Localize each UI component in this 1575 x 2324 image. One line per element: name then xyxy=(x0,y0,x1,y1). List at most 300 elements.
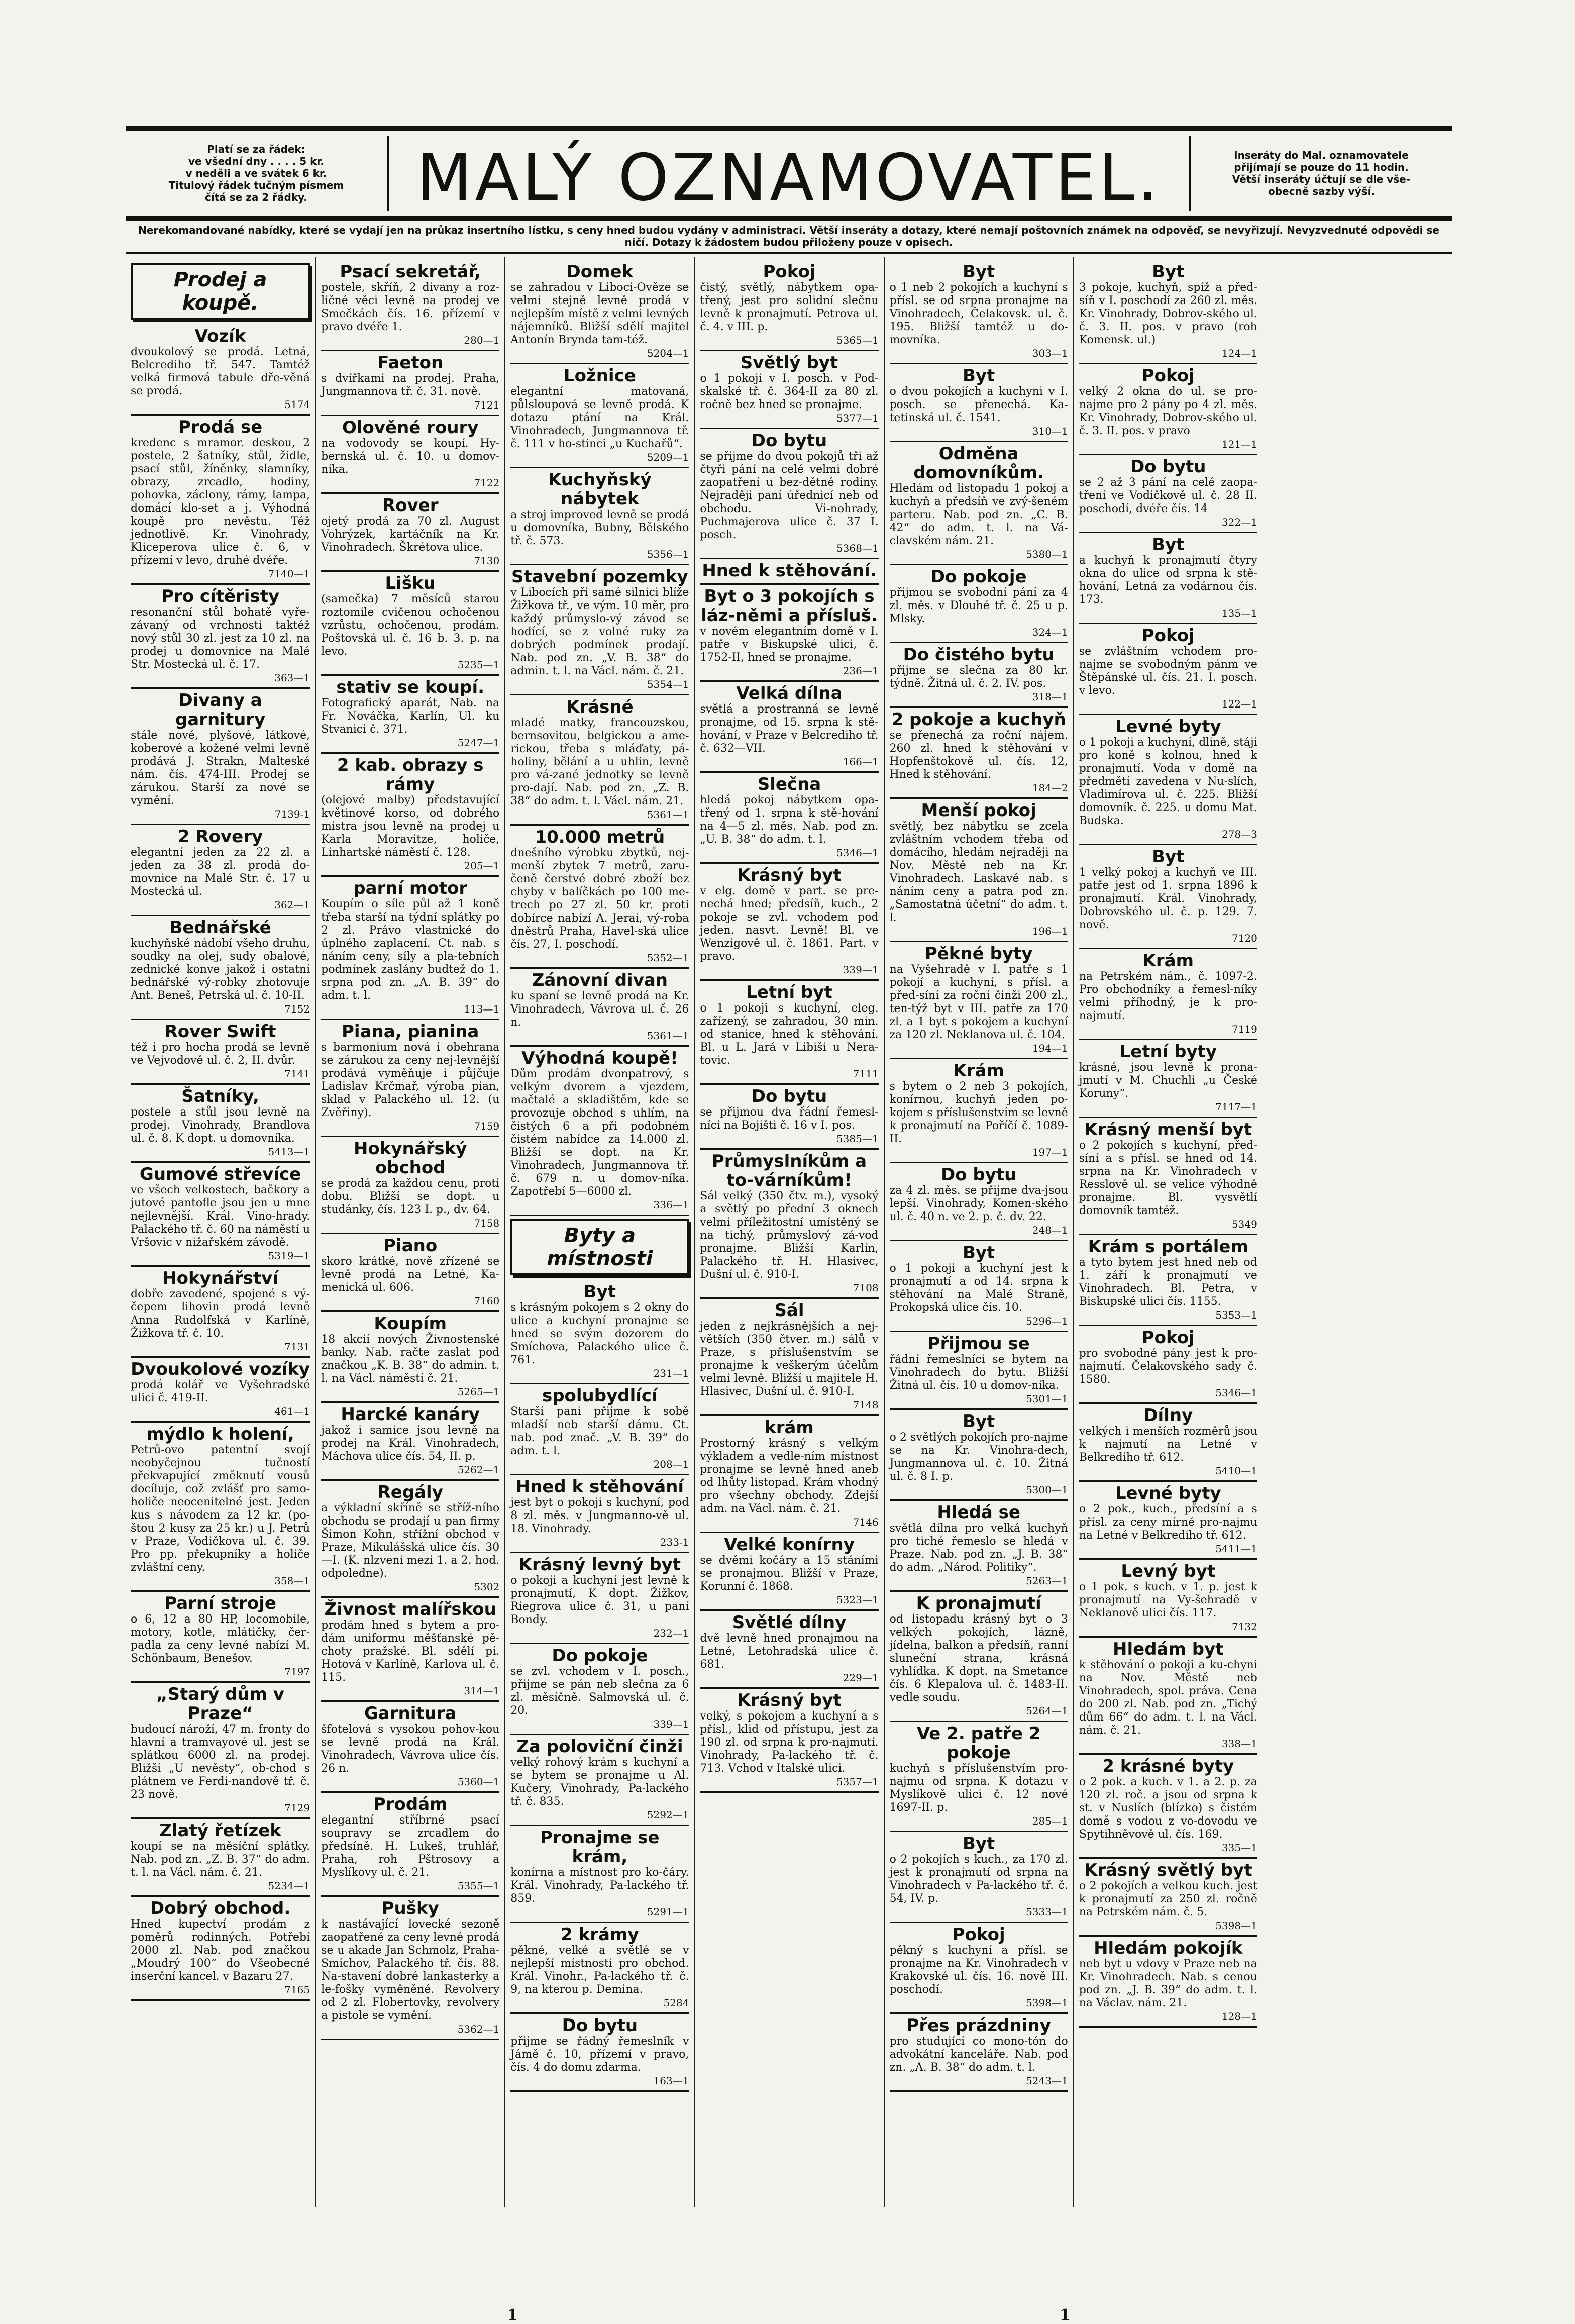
ad-number: 197—1 xyxy=(1032,1146,1068,1158)
classified-ad xyxy=(131,1085,310,1163)
ad-headline: Pronajme se krám, xyxy=(540,1828,660,1867)
ad-body: budoucí nároží, 47 m. fronty do hlavní a tramvayové ul. jest se splátkou 6000 zl. na prodej. Bližší „U nevěsty“, ob-chod s plátnem ve Ferdi-nandově tř. č. 23 nově. xyxy=(131,1723,310,1801)
ad-number: 7148 xyxy=(853,1399,879,1411)
classified-ad xyxy=(890,1241,1068,1332)
ad-headline: Za poloviční činži xyxy=(516,1737,683,1757)
ad-body: přijme se řádný řemeslník v Jámě č. 10, přízemí v pravo, čís. 4 do domu zdarma. xyxy=(510,2035,689,2074)
ad-headline: Kuchyňský nábytek xyxy=(548,470,652,509)
ad-headline: Dobrý obchod. xyxy=(150,1898,291,1918)
ad-headline: Krám xyxy=(953,1061,1004,1081)
ad-body: se zvl. vchodem v I. posch., přijme se pán neb slečna za 6 zl. měsíčně. Salmovská ul. č. 20. xyxy=(510,1665,689,1717)
ad-headline: Slečna xyxy=(757,774,821,794)
ad-body: se přenechá za roční nájem. 260 zl. hned k stěhování v Hopfenštokově ul. čís. 12, Hned k stěhování. xyxy=(889,729,1068,781)
ad-headline: Hokynářský obchod xyxy=(353,1139,467,1178)
ad-body: o 1 neb 2 pokojích a kuchyní s přísl. se od srpna pronajme na Vinohradech, Čelakovsk. ul. č. 195. Bližší tamtéž u do-movníka. xyxy=(889,281,1068,346)
ad-body: se přijme do dvou pokojů tři až čtyři pání na celé velmi dobré zaopatření u bez-dětné rodiny. Nejraději paní úřednicí neb od obchodu. Vi-nohrady, Puchmajerova ulice č. 37 I. posch. xyxy=(700,450,879,541)
ad-number: 5357—1 xyxy=(836,1776,879,1788)
classified-ad xyxy=(131,416,310,585)
ad-number: 7119 xyxy=(1231,1023,1257,1035)
ad-body: Koupím o síle půl až 1 koně třeba starší na týdní splátky po 2 zl. Právo vlastnické do úplného zaplacení. Ct. nab. s náním ceny, síly a pla-tebních podmínek zaslány budtež do 1. srpna pod zn. „A. B. 39“ do adm. t. l. xyxy=(321,898,500,1002)
ad-column xyxy=(504,257,694,2207)
classified-ad xyxy=(1079,364,1257,455)
ad-number: 5365—1 xyxy=(836,334,879,346)
classified-ad xyxy=(890,1722,1068,1832)
classified-ad xyxy=(890,442,1068,565)
ad-number: 318—1 xyxy=(1032,691,1068,703)
ad-headline: Rover xyxy=(382,495,439,516)
ad-number: 121—1 xyxy=(1221,438,1257,450)
ad-headline: Velké konírny xyxy=(724,1535,855,1555)
ad-body: s krásným pokojem s 2 okny do ulice a kuchyní pronajme se hned se svým dozorem do Smíchova, Palackého ulice č. 761. xyxy=(510,1301,689,1366)
ad-body: s bytem o 2 neb 3 pokojích, konírnou, kuchyň jeden po-kojem s příslušenstvím se levně k pronajmutí na Poříčí č. 1089-II. xyxy=(889,1080,1068,1145)
ad-number: 5398—1 xyxy=(1215,1919,1257,1932)
ad-number: 285—1 xyxy=(1032,1815,1068,1827)
ad-headline: Šatníky, xyxy=(181,1086,259,1106)
ad-headline: Parní stroje xyxy=(164,1593,276,1613)
ad-number: 5385—1 xyxy=(836,1133,879,1145)
info-line: Inseráty do Mal. oznamovatele xyxy=(1234,149,1409,161)
classified-ad xyxy=(510,468,689,565)
classified-ad xyxy=(510,1384,689,1475)
classified-ad xyxy=(321,1481,499,1598)
ad-headline: Byt xyxy=(583,1282,616,1302)
ad-body: (samečka) 7 měsíců starou roztomile cvičenou ochočenou vzrůstu, ochočenou, prodám. Poštovská ul. č. 16 b. 3. p. na levo. xyxy=(321,593,500,658)
ad-body: ve všech velkostech, bačkory a jutové pantofle jsou jen u mne nejlevnější. Král. Vino-hrady. Palackého tř. č. 60 na náměstí u Vršovic v nižařském závodě. xyxy=(131,1184,310,1249)
classified-ad xyxy=(510,1923,689,2014)
ad-body: kuchyňské nádobí všeho druhu, soudky na olej, sudy obalové, zednické konve jakož i ostatní bednářské vý-robky zhotovuje Ant. Beneš, Petrská ul. č. 10-II. xyxy=(131,937,310,1002)
ad-number: 166—1 xyxy=(843,756,879,768)
ad-headline: Piana, pianina xyxy=(342,1022,479,1042)
classified-ad xyxy=(510,826,689,969)
ad-number: 5353—1 xyxy=(1215,1309,1257,1321)
classified-ad xyxy=(700,559,878,585)
ad-headline: Hned k stěhování. xyxy=(702,561,877,581)
ad-number: 5174 xyxy=(284,398,310,411)
ad-body: čistý, světlý, nábytkem opa-třený, jest pro solidní slečnu levně k pronajmutí. Petrova ul. č. 4. v III. p. xyxy=(700,281,879,333)
ad-number: 5346—1 xyxy=(836,847,879,859)
info-line: obecně sazby výší. xyxy=(1268,185,1375,197)
ad-body: Sál velký (350 čtv. m.), vysoký a světlý po přední 3 oknech velmi příležitostní umístěný se na tichý, průmyslový zá-vod pronajme. Bližší Karlín, Palackého tř. H. Hlasivec, Dušní ul. č. 910-I. xyxy=(700,1190,879,1281)
ad-headline: Prodám xyxy=(373,1794,448,1814)
ad-number: 7111 xyxy=(853,1068,879,1080)
ad-headline: Pokoj xyxy=(763,262,816,282)
ad-body: pro svobodné pány jest k pro-najmutí. Čelakovského sady č. 1580. xyxy=(1079,1347,1257,1386)
classified-ad xyxy=(131,1163,310,1267)
classified-ad xyxy=(510,1475,689,1553)
ad-number: 5411—1 xyxy=(1215,1543,1257,1555)
ad-number: 231—1 xyxy=(653,1367,689,1379)
page xyxy=(126,126,1452,254)
ad-body: prodám hned s bytem a pro-dám uniformu měšťanské pě-choty pražské. Bl. sdělí pí. Hotová v Karlíně, Karlova ul. č. 115. xyxy=(321,1619,500,1684)
ad-number: 124—1 xyxy=(1221,347,1257,359)
classified-ad xyxy=(321,416,499,494)
section-heading-sale xyxy=(131,263,310,320)
ad-body: se přijmou dva řádní řemesl-níci na Bojišti č. 16 v I. pos. xyxy=(700,1106,879,1132)
classified-ad xyxy=(321,260,499,351)
ad-headline: Světlý byt xyxy=(740,353,838,373)
ad-headline: Zlatý řetízek xyxy=(159,1821,281,1841)
footer-mark: 1 xyxy=(1060,2306,1070,2324)
ad-headline: Rover Swift xyxy=(164,1022,276,1042)
classified-ad xyxy=(700,260,878,351)
classified-ad xyxy=(1079,1482,1257,1560)
classified-ad xyxy=(510,565,689,695)
ad-headline: 2 pokoje a kuchyň xyxy=(891,710,1066,730)
ad-body: o 2 pokojích a velkou kuch. jest k pronajmutí za 250 zl. ročně na Petrském nám. č. 5. xyxy=(1079,1880,1257,1918)
classified-ad xyxy=(1079,1859,1257,1937)
ad-body: ku spaní se levně prodá na Kr. Vinohradech, Vávrova ul. č. 26 n. xyxy=(510,990,689,1029)
ad-number: 7131 xyxy=(284,1341,310,1353)
ad-body: pěkné, velké a světlé se v nejlepší místnosti pro obchod. Král. Vinohr., Pa-lackého tř. č. 9, na kterou p. Demina. xyxy=(510,1944,689,1996)
ad-number: 5291—1 xyxy=(647,1906,689,1918)
ad-number: 322—1 xyxy=(1221,516,1257,528)
classified-ad xyxy=(890,942,1068,1059)
ad-headline: Regály xyxy=(377,1482,443,1502)
ad-number: 248—1 xyxy=(1032,1224,1068,1236)
ad-number: 5204—1 xyxy=(647,347,689,359)
ad-body: skoro krátké, nově zřízené se levně prodá na Letné, Ka-menická ul. 606. xyxy=(321,1255,500,1294)
ad-number: 278—3 xyxy=(1221,828,1257,840)
price-line: čítá se za 2 řádky. xyxy=(205,191,307,204)
ad-number: 7160 xyxy=(474,1295,500,1307)
price-line: v neděli a ve svátek 6 kr. xyxy=(185,167,327,179)
ad-number: 7130 xyxy=(474,555,500,567)
ad-number: 310—1 xyxy=(1032,425,1068,437)
ad-number: 7122 xyxy=(474,477,500,489)
ad-number: 362—1 xyxy=(274,899,310,911)
ad-headline: Domek xyxy=(566,262,634,282)
ad-headline: Stavební pozemky xyxy=(511,567,688,587)
price-line: Titulový řádek tučným písmem xyxy=(168,179,344,191)
classified-ad xyxy=(510,1644,689,1735)
ad-body: neb byt u vdovy v Praze neb na Kr. Vinohradech. Nab. s cenou pod zn. „J. B. 39“ do adm. t. l. na Václav. nám. 21. xyxy=(1079,1958,1257,2009)
classified-ad xyxy=(1079,1326,1257,1404)
ad-number: 336—1 xyxy=(653,1199,689,1211)
ad-number: 5302 xyxy=(474,1581,500,1593)
ad-number: 5264—1 xyxy=(1026,1705,1068,1717)
ad-body: šfotelová s vysokou pohov-kou se levně prodá na Král. Vinohradech, Vávrova ulice čís. 26 n. xyxy=(321,1723,500,1775)
classified-ad xyxy=(890,799,1068,942)
ad-body: Dům prodám dvonpatrový, s velkým dvorem a vjezdem, mačtalé a skladištěm, kde se provozuje obchod s uhlím, na čistých 6 a při podobném čistém nabídce za 14.000 zl. Bližší se dopt. na Kr. Vinohradech, Jungmannova tř. č. 679 n. u domov-níka. Zapotřebí 5—6000 zl. xyxy=(510,1068,689,1198)
ad-headline: Sál xyxy=(774,1300,804,1321)
ad-number: 363—1 xyxy=(274,672,310,684)
ad-number: 5234—1 xyxy=(268,1880,310,1892)
ad-number: 5354—1 xyxy=(647,678,689,690)
ad-number: 5362—1 xyxy=(457,2023,500,2035)
classified-ad xyxy=(1079,1560,1257,1638)
classified-ad xyxy=(700,1150,878,1299)
classified-ad xyxy=(321,1234,499,1312)
ad-number: 5301—1 xyxy=(1026,1393,1068,1405)
ad-body: pro studující co mono-tón do advokátní kanceláře. Nab. pod zn. „A. B. 38“ do adm. t. l. xyxy=(889,2035,1068,2074)
ad-headline: Ve 2. patře 2 pokoje xyxy=(916,1724,1041,1763)
classified-ad xyxy=(321,1020,499,1137)
classified-ad xyxy=(700,585,878,682)
ad-headline: Dílny xyxy=(1143,1405,1193,1426)
ad-number: 5398—1 xyxy=(1026,1997,1068,2009)
classified-ad xyxy=(890,1592,1068,1722)
ad-number: 7146 xyxy=(853,1516,879,1528)
ad-body: prodá kolář ve Vyšehradské ulici č. 419-II. xyxy=(131,1379,310,1404)
ad-number: 5346—1 xyxy=(1215,1387,1257,1399)
ad-number: 7197 xyxy=(284,1666,310,1678)
ad-headline: Výhodná koupě! xyxy=(521,1048,678,1068)
ad-headline: Byt o 3 pokojích s láz-němi a přísluš. xyxy=(701,586,878,626)
classified-ad xyxy=(510,695,689,826)
ad-headline: Faeton xyxy=(377,353,444,373)
ad-headline: Do čistého bytu xyxy=(903,645,1055,665)
ad-headline: Olověné roury xyxy=(342,418,479,438)
ad-headline: Pušky xyxy=(381,1898,439,1918)
ad-body: dobře zavedené, spojené s vý-čepem lihovin prodá levně Anna Rudolfská v Karlíně, Žižkova tř. č. 10. xyxy=(131,1288,310,1340)
classified-ad xyxy=(1079,949,1257,1040)
ad-body: jakož i samice jsou levně na prodej na Král. Vinohradech, Máchova ulice čís. 54, II. p. xyxy=(321,1424,500,1463)
ad-number: 7141 xyxy=(284,1068,310,1080)
ad-body: pěkný s kuchyní a přísl. se pronajme na Kr. Vinohradech v Krakovské ul. čís. 16. nově III. poschodí. xyxy=(889,1944,1068,1996)
ad-number: 5300—1 xyxy=(1026,1484,1068,1496)
ad-body: velký 2 okna do ul. se pro-najme pro 2 pány po 4 zl. měs. Kr. Vinohrady, Dobrov-ského ul. č. 3. II. pos. v pravo xyxy=(1079,385,1257,437)
ad-number: 5209—1 xyxy=(647,451,689,463)
classified-ad xyxy=(510,364,689,468)
ad-headline: Do bytu xyxy=(562,2015,638,2036)
ad-headline: Piano xyxy=(383,1236,438,1256)
ad-headline: Harcké kanáry xyxy=(341,1404,480,1425)
ad-body: o 2 pok., kuch., předsíní a s přísl. za ceny mírné pro-najmu na Letné v Belkrediho tř. 612. xyxy=(1079,1503,1257,1542)
ad-body: o dvou pokojích a kuchyni v I. posch. se přenechá. Ka-tetinská ul. č. 1541. xyxy=(889,385,1068,424)
ad-number: 135—1 xyxy=(1221,607,1257,619)
ad-headline: Gumové střevíce xyxy=(139,1164,301,1184)
ad-body: jest byt o pokoji s kuchyní, pod 8 zl. měs. v Jungmanno-vě ul. 18. Vinohrady. xyxy=(510,1496,689,1535)
classified-ad xyxy=(890,1501,1068,1592)
ad-body: o 2 pokojích s kuch., za 170 zl. jest k pronajmutí od srpna na Vinohradech v Pa-lackého tř. č. 54, IV. p. xyxy=(889,1853,1068,1905)
ad-headline: 2 kab. obrazy s rámy xyxy=(337,755,484,794)
ad-number: 7120 xyxy=(1231,932,1257,944)
classified-ad xyxy=(890,1332,1068,1410)
classified-ad xyxy=(700,1085,878,1150)
ad-body: 1 velký pokoj a kuchyň ve III. patře jest od 1. srpna 1896 k pronajmutí. Král. Vinohrady, Dobrovského ul. č. p. 129. 7. nově. xyxy=(1079,866,1257,931)
ad-body: kredenc s mramor. deskou, 2 postele, 2 šatníky, stůl, židle, psací stůl, žíněnky, slamníky, obrazy, zrcadlo, hodiny, pohovka, záclony, rámy, lampa, domácí klo-set a j. Výhodná koupě pro nevěstu. Též jednotlivě. Kr. Vinohrady, Kliceperova ulice č. 6, v přízemí v levo, druhé dvéře. xyxy=(131,437,310,567)
classified-ad xyxy=(321,1897,499,2040)
classified-ad xyxy=(1079,260,1257,364)
ad-headline: Byt xyxy=(962,1243,995,1263)
ad-number: 5319—1 xyxy=(268,1250,310,1262)
ad-number: 5292—1 xyxy=(647,1809,689,1821)
section-heading-flats xyxy=(510,1219,689,1275)
ad-body: dvě levně hned pronajmou na Letné, Letohradská ulice č. 681. xyxy=(700,1632,879,1671)
ad-body: resonanční stůl bohatě vyře-závaný od vrchnosti taktéž nový stůl 30 zl. jest za 10 zl. na prodej u domovnice na Malé Str. Mostecká ul. č. 17. xyxy=(131,606,310,671)
ad-column xyxy=(315,257,504,2207)
ad-column xyxy=(126,257,315,2207)
ad-headline: mýdlo k holení, xyxy=(146,1424,294,1444)
ad-number: 5360—1 xyxy=(457,1776,500,1788)
ad-number: 5361—1 xyxy=(647,1030,689,1042)
ad-headline: Krásný menší byt xyxy=(1084,1120,1252,1140)
ad-headline: Byt xyxy=(1152,262,1185,282)
ad-number: 5380—1 xyxy=(1026,548,1068,560)
classified-ad xyxy=(131,825,310,916)
ad-number: 5368—1 xyxy=(836,542,879,554)
ad-body: krásné, jsou levně k prona-jmutí v M. Chuchli „u České Koruny“. xyxy=(1079,1061,1257,1100)
ad-body: od listopadu krásný byt o 3 velkých pokojích, lázně, jídelna, balkon a předsíň, ranní sluneční strana, krásná vyhlídka. K dopt. na Smetance čís. 6 Klepalova ul. č. 1483-II. vedle soudu. xyxy=(889,1613,1068,1704)
ad-number: 339—1 xyxy=(653,1718,689,1730)
classified-ad xyxy=(890,1832,1068,1923)
classified-ad xyxy=(700,429,878,559)
classified-ad xyxy=(890,1410,1068,1501)
ad-headline: Pokoj xyxy=(952,1925,1005,1945)
ad-body: světlá dílna pro velká kuchyň pro tiché řemeslo se hledá v Praze. Nab. pod zn. „J. B. 38“ do adm. „Národ. Politiky“. xyxy=(889,1522,1068,1574)
ad-headline: Byt xyxy=(1152,847,1185,867)
ad-body: se prodá za každou cenu, proti dobu. Bližší se dopt. u studánky, čís. 123 I. p., dv. 64. xyxy=(321,1177,500,1216)
classified-ad xyxy=(1079,1118,1257,1235)
ad-column xyxy=(694,257,883,2207)
classified-ad xyxy=(131,916,310,1020)
classified-ad xyxy=(131,1358,310,1423)
masthead-info-box xyxy=(1191,149,1452,197)
classified-ad xyxy=(321,1312,499,1403)
ad-headline: Pěkné byty xyxy=(924,944,1033,964)
ad-number: 5247—1 xyxy=(457,737,500,749)
ad-headline: Krásné xyxy=(566,697,634,717)
ad-number: 324—1 xyxy=(1032,626,1068,638)
ad-headline: spolubydlící xyxy=(542,1386,658,1406)
ad-headline: Levný byt xyxy=(1121,1561,1216,1581)
ad-headline: Byt xyxy=(962,1834,995,1854)
ad-headline: Garnitura xyxy=(364,1703,457,1724)
ad-headline: Lišku xyxy=(385,573,436,593)
ad-number: 5296—1 xyxy=(1026,1315,1068,1327)
ad-headline: Byt xyxy=(1152,535,1185,555)
ad-headline: Přes prázdniny xyxy=(906,2015,1051,2036)
ad-number: 461—1 xyxy=(274,1405,310,1418)
ad-headline: Levné byty xyxy=(1115,717,1221,737)
ad-body: o 2 světlých pokojích pro-najme se na Kr. Vinohra-dech, Jungmannova ul. č. 10. Žitná ul. č. 8 I. p. xyxy=(889,1431,1068,1483)
classified-ad xyxy=(510,1047,689,1216)
classified-ad xyxy=(890,708,1068,799)
ad-headline: Koupím xyxy=(374,1313,447,1334)
ad-headline: Pro cítěristy xyxy=(161,586,280,607)
ad-number: 5413—1 xyxy=(268,1146,310,1158)
ad-number: 7158 xyxy=(474,1217,500,1229)
ad-headline: Odměna domovníkům. xyxy=(913,444,1044,483)
ad-headline: 2 krásné byty xyxy=(1102,1756,1234,1776)
ad-headline: stativ se koupí. xyxy=(336,677,485,697)
ad-body: světlý, bez nábytku se zcela zvláštním vchodem třeba od domácího, hledám nejraději na Nov. Městě neb na Kr. Vinohradech. Laskavé nab. s náním ceny a patra pod zn. „Samostatná účetní“ do adm. t. l. xyxy=(889,820,1068,924)
ad-body: se 2 až 3 pání na celé zaopa-tření ve Vodičkově ul. č. 28 II. poschodí, dvéře čís. 14 xyxy=(1079,476,1257,515)
ad-column xyxy=(1073,257,1263,2207)
masthead-note: Nerekomandované nabídky, které se vydají jen na průkaz insertního lístku, s ceny hned budou vydány v administraci. Větší inseráty a dotazy, které nemají poštovních známek na odpověď, se nevyřizují. Nevyzvednuté odpovědi se ničí. Dotazy k žádostem budou přiloženy pouze v opisech. xyxy=(126,221,1452,254)
ad-number: 5263—1 xyxy=(1026,1575,1068,1587)
ad-number: 208—1 xyxy=(653,1458,689,1470)
footer-mark: 1 xyxy=(507,2306,518,2324)
classified-ad xyxy=(321,1403,499,1481)
ad-body: o 1 pokoji s kuchyní, eleg. zařízený, se zahradou, 30 min. od stanice, hned k stěhování. Bl. u L. Jará v Libiši u Nera-tovic. xyxy=(700,1002,879,1067)
ad-number: 5377—1 xyxy=(836,412,879,424)
info-line: přijímají se pouze do 11 hodin. xyxy=(1234,161,1409,173)
ad-headline: Hledá se xyxy=(937,1502,1020,1523)
ad-number: 113—1 xyxy=(464,1003,500,1015)
classified-ad xyxy=(700,1533,878,1611)
classified-ad xyxy=(1079,1638,1257,1755)
ad-body: a stroj improved levně se prodá u domovníka, Bubny, Bělského tř. č. 573. xyxy=(510,509,689,547)
classified-ad xyxy=(131,1819,310,1897)
ad-number: 5323—1 xyxy=(836,1594,879,1606)
ad-body: Prostorný krásný s velkým výkladem a vedle-ním místnost pronajme se levně hned aneb od lhůty listopad. Krám vhodný pro všechny obchody. Zdejší adm. na Václ. nám. č. 21. xyxy=(700,1437,879,1515)
ad-headline: Pokoj xyxy=(1141,626,1195,646)
ad-column xyxy=(884,257,1073,2207)
classified-ad xyxy=(510,1826,689,1923)
ad-body: se zvláštním vchodem pro-najme se svobodným pánm ve Štěpánské ul. čís. 21. I. posch. v levo. xyxy=(1079,645,1257,697)
classified-ad xyxy=(1079,533,1257,624)
classified-ad xyxy=(510,1735,689,1826)
classified-ad xyxy=(131,1267,310,1358)
ad-headline: Živnost malířskou xyxy=(324,1599,496,1620)
ad-headline: Menší pokoj xyxy=(921,800,1036,821)
ad-headline: Do bytu xyxy=(940,1165,1017,1185)
ad-body: k stěhování o pokoji a ku-chyni na Nov. Městě neb Vinohradech, spol. práva. Cena do 200 zl. Nab. pod zn. „Tichý dům 66“ do adm. t. l. na Václ. nám. č. 21. xyxy=(1079,1659,1257,1737)
ad-headline: krám xyxy=(765,1418,814,1438)
ad-headline: Krásný byt xyxy=(737,1690,842,1710)
ad-number: 122—1 xyxy=(1221,698,1257,710)
classified-ad xyxy=(1079,1040,1257,1118)
ad-body: a kuchyň k pronajmutí čtyry okna do ulice od srpna k stě-hování, Letná za vodárnou čís. 173. xyxy=(1079,554,1257,606)
classified-ad xyxy=(131,1897,310,2001)
ad-number: 7165 xyxy=(284,1984,310,1996)
ad-headline: Velká dílna xyxy=(736,683,843,703)
classified-ad xyxy=(131,689,310,825)
ad-headline: Pokoj xyxy=(1141,1328,1195,1348)
ad-body: koupí se na měsíční splátky. Nab. pod zn. „Z. B. 37“ do adm. t. l. na Václ. nám. č. 21. xyxy=(131,1840,310,1879)
ad-body: a tyto bytem jest hned neb od 1. září k pronajmutí ve Vinohradech. Bl. Petra, v Biskupské ulici čís. 1155. xyxy=(1079,1256,1257,1308)
ad-headline: 2 Rovery xyxy=(177,827,263,847)
ad-number: 163—1 xyxy=(653,2075,689,2087)
classified-ad xyxy=(321,676,499,754)
ad-body: též i pro hocha prodá se levně ve Vejvodově ul. č. 2, II. dvůr. xyxy=(131,1041,310,1067)
ad-headline: Přijmou se xyxy=(927,1334,1030,1354)
ad-body: Petrů-ovo patentní svojí neobyčejnou tučností překvapující změknutí vousů docíluje, což zvlášť pro samo-holiče neocenitelné jest. Jeden kus s návodem za 12 kr. (po-štou 2 kusy za 25 kr.) u J. Petrů v Praze, Vodičkova ul. č. 39. Pro pp. překupníky a holiče zvláštní ceny. xyxy=(131,1444,310,1574)
section-heading-label: Byty a místnosti xyxy=(547,1224,653,1270)
classified-ad xyxy=(1079,1404,1257,1482)
ad-number: 5361—1 xyxy=(647,809,689,821)
ad-number: 5243—1 xyxy=(1026,2075,1068,2087)
ad-number: 358—1 xyxy=(274,1575,310,1587)
classified-ad xyxy=(1079,455,1257,533)
ad-headline: Do pokoje xyxy=(552,1646,648,1666)
ad-headline: Krám s portálem xyxy=(1088,1237,1248,1257)
ad-body: 3 pokoje, kuchyň, spíž a před-síň v I. poschodí za 260 zl. měs. Kr. Vinohrady, Dobrov-ského ul. č. 3. II. pos. v pravo (roh Komensk. ul.) xyxy=(1079,281,1257,346)
ad-body: o 1 pokoji a kuchyní, dlině, stáji pro koně s kolnou, hned k pronajmutí. Voda v domě na předmětí zavedena v Nu-slích, Vladimírova ul. č. 225. Bližší domovník. č. 225. u domu Mat. Budska. xyxy=(1079,736,1257,827)
ad-headline: Bednářské xyxy=(169,918,271,938)
page-footer xyxy=(126,2306,1452,2324)
ad-number: 335—1 xyxy=(1221,1842,1257,1854)
classified-ad xyxy=(131,1020,310,1085)
ad-body: Hledám od listopadu 1 pokoj a kuchyň a předsíň ve zvý-šeném parteru. Nab. pod zn. „C. B. 42“ do adm. t. l. na Vá-clavském nám. 21. xyxy=(889,482,1068,547)
classified-ad xyxy=(321,754,499,877)
ad-headline: Levné byty xyxy=(1115,1483,1221,1503)
ad-number: 7159 xyxy=(474,1120,500,1132)
ad-headline: parní motor xyxy=(353,878,468,898)
ad-body: dvoukolový se prodá. Letná, Belcrediho tř. 547. Tamtéž velká firmová tabule dře-věná se prodá. xyxy=(131,346,310,397)
ad-body: k nastávající lovecké sezoně zaopatřené za ceny levné prodá se u akade Jan Schmolz, Praha-Smíchov, Palackého tř. čís. 88. Na-stavení dobré lankasterky a le-fošky vyměněné. Revolvery od 2 zl. Flobertovky, revolvery a pistole se vymění. xyxy=(321,1918,500,2022)
section-heading-label: Prodej a koupě. xyxy=(173,268,267,315)
ad-number: 5349 xyxy=(1231,1218,1257,1230)
ad-headline: Hledám pokojík xyxy=(1094,1938,1243,1958)
classified-ad xyxy=(700,1689,878,1793)
classified-ad xyxy=(321,877,499,1020)
ad-number: 5355—1 xyxy=(457,1880,500,1892)
ad-body: konírna a místnost pro ko-čáry. Král. Vinohrady, Pa-lackého tř. 859. xyxy=(510,1866,689,1905)
ad-number: 5356—1 xyxy=(647,548,689,560)
ad-headline: Byt xyxy=(962,262,995,282)
